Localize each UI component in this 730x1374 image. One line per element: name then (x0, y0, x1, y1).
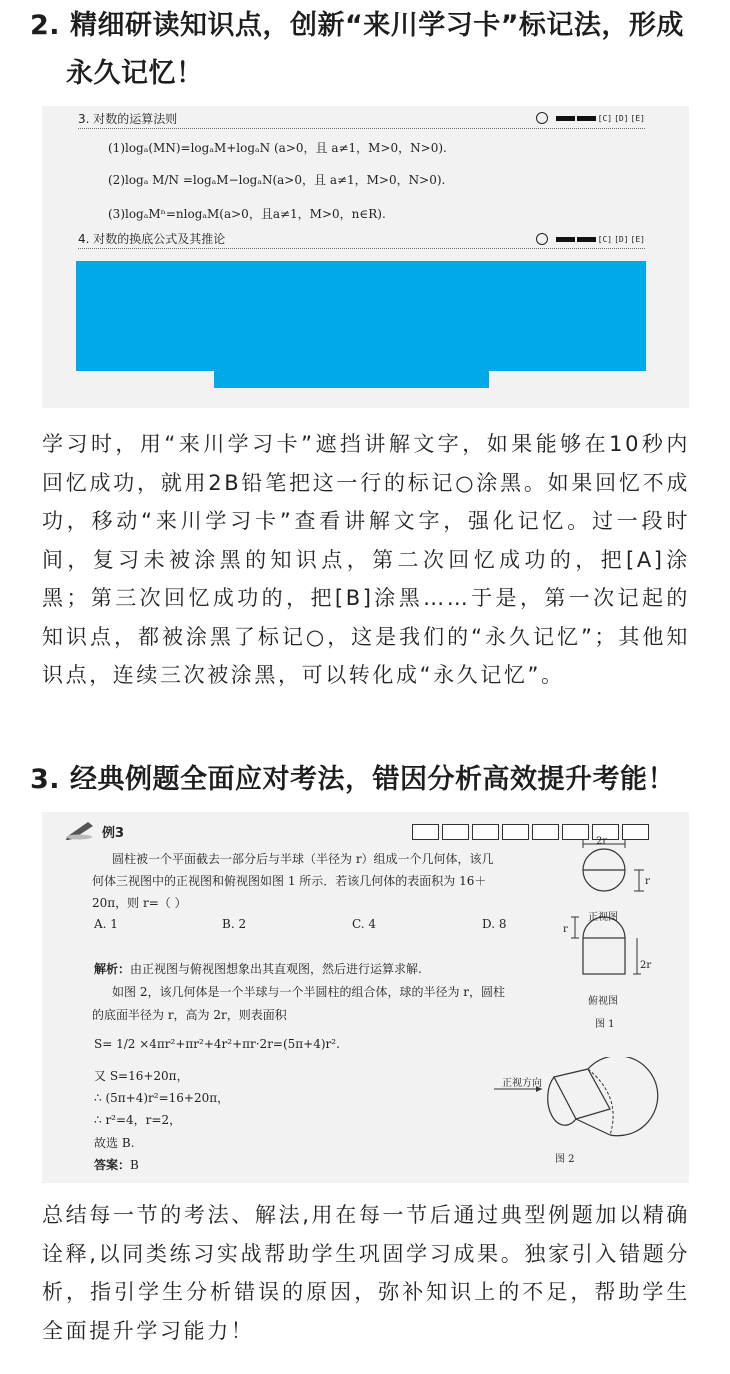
mark-a-filled (556, 116, 575, 121)
question-line-1: 圆柱被一个平面截去一部分后与半球（半径为 r）组成一个几何体，该几 (112, 852, 494, 866)
mark-b-filled (577, 116, 596, 121)
figure-2-label: 图 2 (555, 1154, 575, 1165)
divider (78, 128, 645, 129)
question-line-3: 20π，则 r=（ ） (92, 896, 187, 910)
recall-marks-row1 (536, 112, 645, 124)
answer-box (412, 824, 439, 840)
option-b: B. 2 (222, 917, 247, 931)
dim-r-label: r (563, 924, 568, 935)
analysis-text: 由正视图与俯视图想象出其直观图，然后进行运算求解. (130, 962, 422, 976)
equation-2: 又 S=16+20π， (94, 1069, 189, 1083)
laichuan-study-card-tab (214, 368, 489, 388)
section2-heading-line1: 2. 精细研读知识点，创新“来川学习卡”标记法，形成 (30, 10, 684, 41)
mark-c: [C] (597, 113, 613, 123)
equation-5: 故选 B. (94, 1136, 135, 1150)
formula-3: (3)logₐMⁿ=nlogₐM(a>0，且a≠1，M>0，n∈R). (108, 207, 386, 221)
answer-box (472, 824, 499, 840)
answer-box (532, 824, 559, 840)
recall-circle-icon (536, 233, 548, 245)
equation-3: ∴ (5π+4)r²=16+20π， (94, 1091, 230, 1105)
top-view-label: 俯视图 (588, 996, 618, 1007)
recall-circle-icon (536, 112, 548, 124)
analysis-line-2: 如图 2，该几何体是一个半球与一个半圆柱的组合体，球的半径为 r，圆柱 (112, 985, 506, 999)
section2-heading-line2: 永久记忆！ (66, 58, 204, 89)
laichuan-study-card (76, 261, 646, 371)
topic3-title: 3. 对数的运算法则 (78, 112, 178, 126)
equation-1: S= 1/2 ×4πr²+πr²+4r²+πr·2r=(5π+4)r². (94, 1037, 340, 1051)
option-c: C. 4 (352, 917, 377, 931)
pencil-icon (64, 818, 98, 840)
dim-2r-label: 2r (640, 960, 652, 971)
section2-paragraph: 学习时，用“来川学习卡”遮挡讲解文字，如果能够在10秒内回忆成功，就用2B铅笔把这一行的标记○涂黑。如果回忆不成功，移动“来川学习卡”查看讲解文字，强化记忆。过一段时间，复习未被涂黑的知识点，第二次回忆成功的，把[A]涂黑；第三次回忆成功的，把[B]涂黑……于是，第一次记起的知识点，都被涂黑了标记○，这是我们的“永久记忆”；其他知识点，连续三次被涂黑，可以转化成“永久记忆”。 (42, 432, 690, 687)
analysis-line-3: 的底面半径为 r，高为 2r，则表面积 (92, 1008, 287, 1022)
answer-label: 答案： (94, 1158, 131, 1172)
section2-heading (30, 2, 714, 98)
example-label: 例3 (102, 826, 125, 841)
mark-a-filled (556, 237, 575, 242)
mark-b-filled (577, 237, 596, 242)
divider (78, 248, 645, 249)
equation-4: ∴ r²=4，r=2， (94, 1113, 182, 1127)
option-a: A. 1 (94, 917, 118, 931)
mark-e: [E] (630, 234, 645, 244)
answer-box (502, 824, 529, 840)
study-card-panel (42, 106, 689, 408)
answer (94, 1156, 139, 1173)
mark-d: [D] (614, 234, 629, 244)
figure-2-solid (492, 1057, 672, 1147)
question-line-2: 何体三视图中的正视图和俯视图如图 1 所示．若该几何体的表面积为 16＋ (92, 874, 487, 888)
analysis (94, 960, 422, 977)
formula-1: (1)logₐ(MN)=logₐM+logₐN (a>0，且 a≠1，M>0，N>0). (108, 141, 447, 155)
dim-r-label: r (645, 876, 650, 887)
analysis-label: 解析： (94, 962, 131, 976)
formula-2: (2)logₐ M/N =logₐM−logₐN(a>0，且 a≠1，M>0，N>0). (108, 173, 446, 187)
section3-heading: 3. 经典例题全面应对考法，错因分析高效提升考能！ (30, 764, 675, 795)
answer-box (442, 824, 469, 840)
option-d: D. 8 (482, 917, 507, 931)
direction-label: 正视方向 (502, 1078, 542, 1089)
mark-d: [D] (614, 113, 629, 123)
section3-paragraph: 总结每一节的考法、解法,用在每一节后通过典型例题加以精确诠释,以同类练习实战帮助学生巩固学习成果。独家引入错题分析，指引学生分析错误的原因，弥补知识上的不足，帮助学生全面提升学习能力！ (42, 1203, 690, 1343)
mark-c: [C] (597, 234, 613, 244)
front-view-label: 正视图 (588, 912, 618, 923)
recall-marks-row2 (536, 233, 645, 245)
dim-2r-label: 2r (596, 836, 608, 847)
answer-value: B (130, 1158, 139, 1172)
topic4-title: 4. 对数的换底公式及其推论 (78, 232, 226, 246)
example-panel (42, 812, 689, 1183)
mark-e: [E] (630, 113, 645, 123)
figure-1-label: 图 1 (595, 1019, 615, 1030)
figure-1-three-views (567, 838, 657, 1068)
